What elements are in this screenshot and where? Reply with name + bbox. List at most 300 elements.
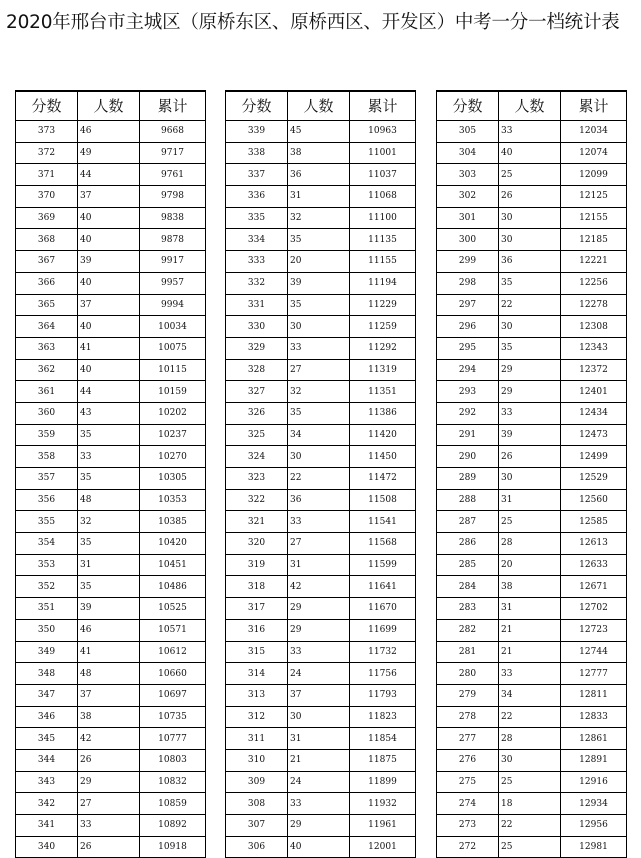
cell-cum: 12529: [561, 468, 627, 490]
cell-cum: 11472: [350, 468, 416, 490]
cell-count: 35: [288, 402, 350, 424]
cell-score: 343: [16, 771, 78, 793]
table-row: [437, 381, 627, 403]
cell-count: 26: [499, 446, 561, 468]
cell-cum: 11854: [350, 728, 416, 750]
cell-score: 281: [437, 641, 499, 663]
cell-cum: 12702: [561, 598, 627, 620]
cell-cum: 10115: [140, 359, 206, 381]
table-row: [16, 836, 206, 858]
cell-cum: 11037: [350, 164, 416, 186]
cell-score: 288: [437, 489, 499, 511]
cell-score: 353: [16, 554, 78, 576]
cell-score: 346: [16, 706, 78, 728]
cell-cum: 10963: [350, 121, 416, 143]
cell-cum: 11386: [350, 402, 416, 424]
cell-count: 33: [499, 663, 561, 685]
cell-cum: 10420: [140, 533, 206, 555]
cell-count: 32: [78, 511, 140, 533]
cell-score: 297: [437, 294, 499, 316]
cell-score: 272: [437, 836, 499, 858]
cell-count: 37: [78, 684, 140, 706]
table-row: [226, 142, 416, 164]
table-row: [226, 576, 416, 598]
cell-cum: 10697: [140, 684, 206, 706]
cell-score: 357: [16, 468, 78, 490]
cell-count: 40: [78, 207, 140, 229]
table-row: [437, 272, 627, 294]
table-row: [226, 337, 416, 359]
table-row: [437, 468, 627, 490]
table-row: [226, 533, 416, 555]
cell-cum: 9878: [140, 229, 206, 251]
table-row: [437, 316, 627, 338]
cell-count: 46: [78, 619, 140, 641]
cell-score: 308: [226, 793, 288, 815]
cell-score: 283: [437, 598, 499, 620]
cell-count: 35: [78, 468, 140, 490]
cell-cum: 10486: [140, 576, 206, 598]
cell-cum: 12585: [561, 511, 627, 533]
cell-count: 41: [78, 337, 140, 359]
table-row: [437, 207, 627, 229]
cell-count: 34: [499, 684, 561, 706]
table-row: [16, 424, 206, 446]
cell-score: 313: [226, 684, 288, 706]
cell-count: 26: [78, 749, 140, 771]
cell-cum: 10735: [140, 706, 206, 728]
cell-count: 29: [288, 598, 350, 620]
cell-cum: 11823: [350, 706, 416, 728]
table-row: [226, 272, 416, 294]
cell-count: 21: [499, 641, 561, 663]
cell-count: 35: [499, 337, 561, 359]
table-row: [437, 186, 627, 208]
table-row: [226, 251, 416, 273]
cell-score: 358: [16, 446, 78, 468]
table-row: [226, 424, 416, 446]
table-row: [437, 533, 627, 555]
cell-cum: 10612: [140, 641, 206, 663]
cell-score: 331: [226, 294, 288, 316]
cell-cum: 11100: [350, 207, 416, 229]
cell-count: 30: [499, 229, 561, 251]
cell-count: 33: [499, 121, 561, 143]
cell-cum: 10385: [140, 511, 206, 533]
cell-count: 22: [288, 468, 350, 490]
cell-count: 27: [288, 359, 350, 381]
score-table-3: [436, 90, 627, 858]
cell-count: 31: [288, 728, 350, 750]
cell-count: 33: [288, 337, 350, 359]
table-row: [226, 836, 416, 858]
table-row: [226, 186, 416, 208]
cell-cum: 12343: [561, 337, 627, 359]
cell-score: 330: [226, 316, 288, 338]
cell-count: 33: [288, 511, 350, 533]
cell-score: 291: [437, 424, 499, 446]
cell-cum: 11194: [350, 272, 416, 294]
cell-score: 355: [16, 511, 78, 533]
cell-score: 276: [437, 749, 499, 771]
cell-score: 278: [437, 706, 499, 728]
cell-count: 46: [78, 121, 140, 143]
cell-count: 40: [78, 316, 140, 338]
cell-count: 36: [288, 489, 350, 511]
cell-count: 25: [499, 511, 561, 533]
cell-score: 338: [226, 142, 288, 164]
table-row: [16, 316, 206, 338]
table-row: [437, 836, 627, 858]
cell-cum: 12560: [561, 489, 627, 511]
cell-cum: 11155: [350, 251, 416, 273]
cell-count: 25: [499, 164, 561, 186]
cell-score: 290: [437, 446, 499, 468]
cell-count: 30: [288, 446, 350, 468]
cell-score: 345: [16, 728, 78, 750]
cell-cum: 10451: [140, 554, 206, 576]
cell-count: 22: [499, 706, 561, 728]
table-row: [226, 554, 416, 576]
cell-count: 42: [78, 728, 140, 750]
cell-count: 35: [288, 294, 350, 316]
cell-count: 22: [499, 294, 561, 316]
cell-cum: 11756: [350, 663, 416, 685]
table-row: [226, 294, 416, 316]
table-row: [16, 468, 206, 490]
cell-count: 32: [288, 381, 350, 403]
cell-score: 292: [437, 402, 499, 424]
table-row: [16, 272, 206, 294]
cell-count: 35: [78, 533, 140, 555]
cell-count: 39: [78, 598, 140, 620]
cell-cum: 10159: [140, 381, 206, 403]
cell-score: 307: [226, 815, 288, 837]
cell-count: 28: [499, 533, 561, 555]
cell-count: 40: [78, 272, 140, 294]
cell-score: 305: [437, 121, 499, 143]
cell-score: 316: [226, 619, 288, 641]
cell-cum: 12473: [561, 424, 627, 446]
cell-cum: 10892: [140, 815, 206, 837]
cell-count: 40: [499, 142, 561, 164]
cell-score: 339: [226, 121, 288, 143]
cell-count: 24: [288, 771, 350, 793]
cell-cum: 11961: [350, 815, 416, 837]
table-row: [437, 294, 627, 316]
table-row: [16, 793, 206, 815]
cell-cum: 10777: [140, 728, 206, 750]
cell-count: 25: [499, 836, 561, 858]
cell-count: 33: [288, 641, 350, 663]
cell-count: 31: [288, 554, 350, 576]
table-row: [437, 728, 627, 750]
cell-cum: 10660: [140, 663, 206, 685]
table-row: [437, 142, 627, 164]
cell-cum: 11568: [350, 533, 416, 555]
cell-cum: 12981: [561, 836, 627, 858]
cell-score: 328: [226, 359, 288, 381]
cell-score: 275: [437, 771, 499, 793]
table-row: [226, 598, 416, 620]
cell-cum: 11699: [350, 619, 416, 641]
cell-count: 37: [78, 186, 140, 208]
cell-count: 25: [499, 771, 561, 793]
table-row: [16, 749, 206, 771]
cell-score: 349: [16, 641, 78, 663]
table-header-row: [226, 91, 416, 121]
cell-cum: 12125: [561, 186, 627, 208]
cell-count: 31: [499, 489, 561, 511]
cell-count: 37: [288, 684, 350, 706]
cell-cum: 11068: [350, 186, 416, 208]
table-row: [16, 511, 206, 533]
cell-cum: 12278: [561, 294, 627, 316]
cell-cum: 10353: [140, 489, 206, 511]
table-row: [16, 402, 206, 424]
cell-cum: 9717: [140, 142, 206, 164]
cell-score: 296: [437, 316, 499, 338]
cell-cum: 12613: [561, 533, 627, 555]
cell-count: 22: [499, 815, 561, 837]
table-row: [16, 684, 206, 706]
cell-score: 325: [226, 424, 288, 446]
cell-count: 29: [288, 619, 350, 641]
cell-score: 300: [437, 229, 499, 251]
cell-score: 351: [16, 598, 78, 620]
table-row: [226, 121, 416, 143]
column-header-cum: 累计: [350, 91, 416, 121]
cell-score: 289: [437, 468, 499, 490]
table-row: [437, 749, 627, 771]
cell-count: 27: [78, 793, 140, 815]
table-row: [226, 771, 416, 793]
cell-score: 372: [16, 142, 78, 164]
table-row: [437, 619, 627, 641]
table-row: [226, 663, 416, 685]
cell-cum: 12434: [561, 402, 627, 424]
cell-cum: 12372: [561, 359, 627, 381]
cell-cum: 10832: [140, 771, 206, 793]
cell-count: 36: [288, 164, 350, 186]
table-row: [437, 359, 627, 381]
cell-score: 309: [226, 771, 288, 793]
cell-count: 38: [499, 576, 561, 598]
cell-score: 367: [16, 251, 78, 273]
table-row: [226, 468, 416, 490]
cell-cum: 12744: [561, 641, 627, 663]
cell-count: 20: [288, 251, 350, 273]
cell-score: 310: [226, 749, 288, 771]
cell-score: 356: [16, 489, 78, 511]
cell-score: 326: [226, 402, 288, 424]
cell-score: 344: [16, 749, 78, 771]
cell-score: 369: [16, 207, 78, 229]
cell-count: 30: [499, 207, 561, 229]
cell-count: 44: [78, 164, 140, 186]
cell-cum: 12499: [561, 446, 627, 468]
cell-count: 45: [288, 121, 350, 143]
cell-score: 304: [437, 142, 499, 164]
cell-count: 33: [288, 793, 350, 815]
cell-score: 340: [16, 836, 78, 858]
cell-cum: 11793: [350, 684, 416, 706]
cell-count: 29: [499, 359, 561, 381]
table-row: [16, 619, 206, 641]
table-row: [226, 316, 416, 338]
cell-score: 336: [226, 186, 288, 208]
cell-score: 335: [226, 207, 288, 229]
cell-count: 36: [499, 251, 561, 273]
page-title: 2020年邢台市主城区（原桥东区、原桥西区、开发区）中考一分一档统计表: [6, 12, 620, 33]
score-table-1: [15, 90, 206, 858]
cell-count: 26: [499, 186, 561, 208]
cell-cum: 11229: [350, 294, 416, 316]
table-row: [226, 706, 416, 728]
table-row: [437, 554, 627, 576]
cell-cum: 9957: [140, 272, 206, 294]
cell-count: 29: [288, 815, 350, 837]
cell-cum: 10803: [140, 749, 206, 771]
cell-count: 31: [288, 186, 350, 208]
cell-count: 30: [288, 706, 350, 728]
table-row: [16, 121, 206, 143]
cell-cum: 11292: [350, 337, 416, 359]
cell-score: 318: [226, 576, 288, 598]
cell-score: 354: [16, 533, 78, 555]
cell-count: 41: [78, 641, 140, 663]
cell-cum: 11450: [350, 446, 416, 468]
table-header-row: [16, 91, 206, 121]
cell-count: 29: [499, 381, 561, 403]
cell-cum: 10918: [140, 836, 206, 858]
cell-cum: 11319: [350, 359, 416, 381]
cell-count: 33: [78, 815, 140, 837]
cell-cum: 12861: [561, 728, 627, 750]
cell-score: 287: [437, 511, 499, 533]
cell-cum: 11670: [350, 598, 416, 620]
cell-score: 306: [226, 836, 288, 858]
cell-score: 317: [226, 598, 288, 620]
cell-cum: 12777: [561, 663, 627, 685]
cell-cum: 12723: [561, 619, 627, 641]
cell-score: 350: [16, 619, 78, 641]
cell-cum: 12811: [561, 684, 627, 706]
table-row: [16, 641, 206, 663]
cell-cum: 10525: [140, 598, 206, 620]
table-row: [226, 381, 416, 403]
column-header-score: 分数: [16, 91, 78, 121]
cell-count: 30: [288, 316, 350, 338]
table-row: [226, 511, 416, 533]
cell-cum: 9798: [140, 186, 206, 208]
table-row: [16, 164, 206, 186]
cell-count: 38: [288, 142, 350, 164]
table-row: [226, 359, 416, 381]
table-row: [16, 142, 206, 164]
cell-score: 298: [437, 272, 499, 294]
cell-score: 319: [226, 554, 288, 576]
column-header-cum: 累计: [140, 91, 206, 121]
table-header-row: [437, 91, 627, 121]
cell-cum: 11875: [350, 749, 416, 771]
table-row: [16, 294, 206, 316]
table-row: [16, 186, 206, 208]
cell-cum: 12074: [561, 142, 627, 164]
cell-score: 352: [16, 576, 78, 598]
cell-count: 40: [288, 836, 350, 858]
table-row: [16, 229, 206, 251]
cell-score: 314: [226, 663, 288, 685]
cell-count: 35: [288, 229, 350, 251]
cell-score: 363: [16, 337, 78, 359]
column-header-score: 分数: [226, 91, 288, 121]
cell-count: 20: [499, 554, 561, 576]
cell-count: 43: [78, 402, 140, 424]
table-row: [437, 424, 627, 446]
cell-cum: 10859: [140, 793, 206, 815]
cell-count: 30: [499, 316, 561, 338]
table-row: [437, 446, 627, 468]
table-row: [16, 554, 206, 576]
cell-score: 294: [437, 359, 499, 381]
cell-score: 303: [437, 164, 499, 186]
cell-score: 282: [437, 619, 499, 641]
cell-count: 40: [78, 229, 140, 251]
cell-count: 27: [288, 533, 350, 555]
cell-cum: 11135: [350, 229, 416, 251]
cell-cum: 12308: [561, 316, 627, 338]
table-row: [437, 706, 627, 728]
cell-cum: 10237: [140, 424, 206, 446]
table-row: [437, 229, 627, 251]
cell-cum: 12934: [561, 793, 627, 815]
cell-score: 302: [437, 186, 499, 208]
cell-count: 18: [499, 793, 561, 815]
cell-score: 362: [16, 359, 78, 381]
cell-cum: 11351: [350, 381, 416, 403]
cell-score: 285: [437, 554, 499, 576]
cell-cum: 12633: [561, 554, 627, 576]
cell-score: 324: [226, 446, 288, 468]
cell-cum: 12671: [561, 576, 627, 598]
cell-score: 373: [16, 121, 78, 143]
table-row: [437, 793, 627, 815]
cell-cum: 11899: [350, 771, 416, 793]
cell-count: 42: [288, 576, 350, 598]
cell-score: 284: [437, 576, 499, 598]
cell-cum: 12034: [561, 121, 627, 143]
cell-score: 341: [16, 815, 78, 837]
cell-cum: 12401: [561, 381, 627, 403]
cell-cum: 11259: [350, 316, 416, 338]
table-row: [226, 229, 416, 251]
table-row: [437, 576, 627, 598]
cell-score: 332: [226, 272, 288, 294]
cell-score: 322: [226, 489, 288, 511]
cell-cum: 11420: [350, 424, 416, 446]
column-header-count: 人数: [288, 91, 350, 121]
table-row: [16, 381, 206, 403]
cell-cum: 11541: [350, 511, 416, 533]
table-row: [226, 446, 416, 468]
cell-score: 371: [16, 164, 78, 186]
column-header-count: 人数: [499, 91, 561, 121]
score-table-2: [225, 90, 416, 858]
cell-count: 40: [78, 359, 140, 381]
column-header-score: 分数: [437, 91, 499, 121]
cell-cum: 10270: [140, 446, 206, 468]
